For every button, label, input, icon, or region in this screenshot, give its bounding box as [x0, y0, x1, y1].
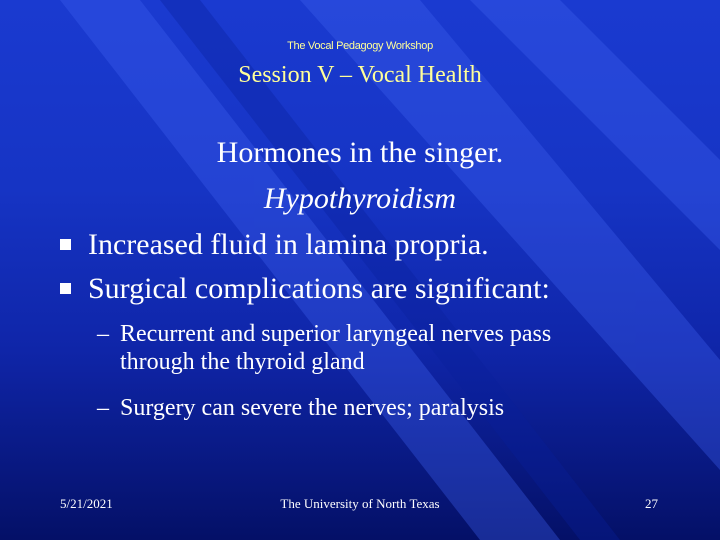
workshop-label: The Vocal Pedagogy Workshop [287, 40, 433, 52]
bullet-item [60, 228, 489, 262]
square-bullet-icon [60, 239, 71, 250]
footer-date: 5/21/2021 [60, 496, 113, 511]
sub-bullet-text: Surgery can severe the nerves; paralysis [120, 395, 505, 421]
dash-marker: – [97, 321, 109, 347]
session-title: Session V – Vocal Health [238, 62, 482, 88]
footer-institution: The University of North Texas [280, 496, 440, 511]
slide-number: 27 [645, 496, 658, 511]
slide-heading: Hormones in the singer. [216, 136, 504, 169]
dash-marker: – [97, 395, 109, 421]
square-bullet-icon [60, 283, 71, 294]
bullet-item [60, 272, 550, 306]
sub-bullet-item [97, 394, 657, 422]
sub-bullet-continuation: through the thyroid gland [120, 349, 365, 375]
slide-subheading: Hypothyroidism [263, 182, 457, 215]
bullet-text: Increased fluid in lamina propria. [88, 228, 489, 261]
bullet-text: Surgical complications are significant: [88, 272, 550, 305]
sub-bullet-item [97, 320, 657, 376]
sub-bullet-text: Recurrent and superior laryngeal nerves pass [120, 321, 552, 347]
